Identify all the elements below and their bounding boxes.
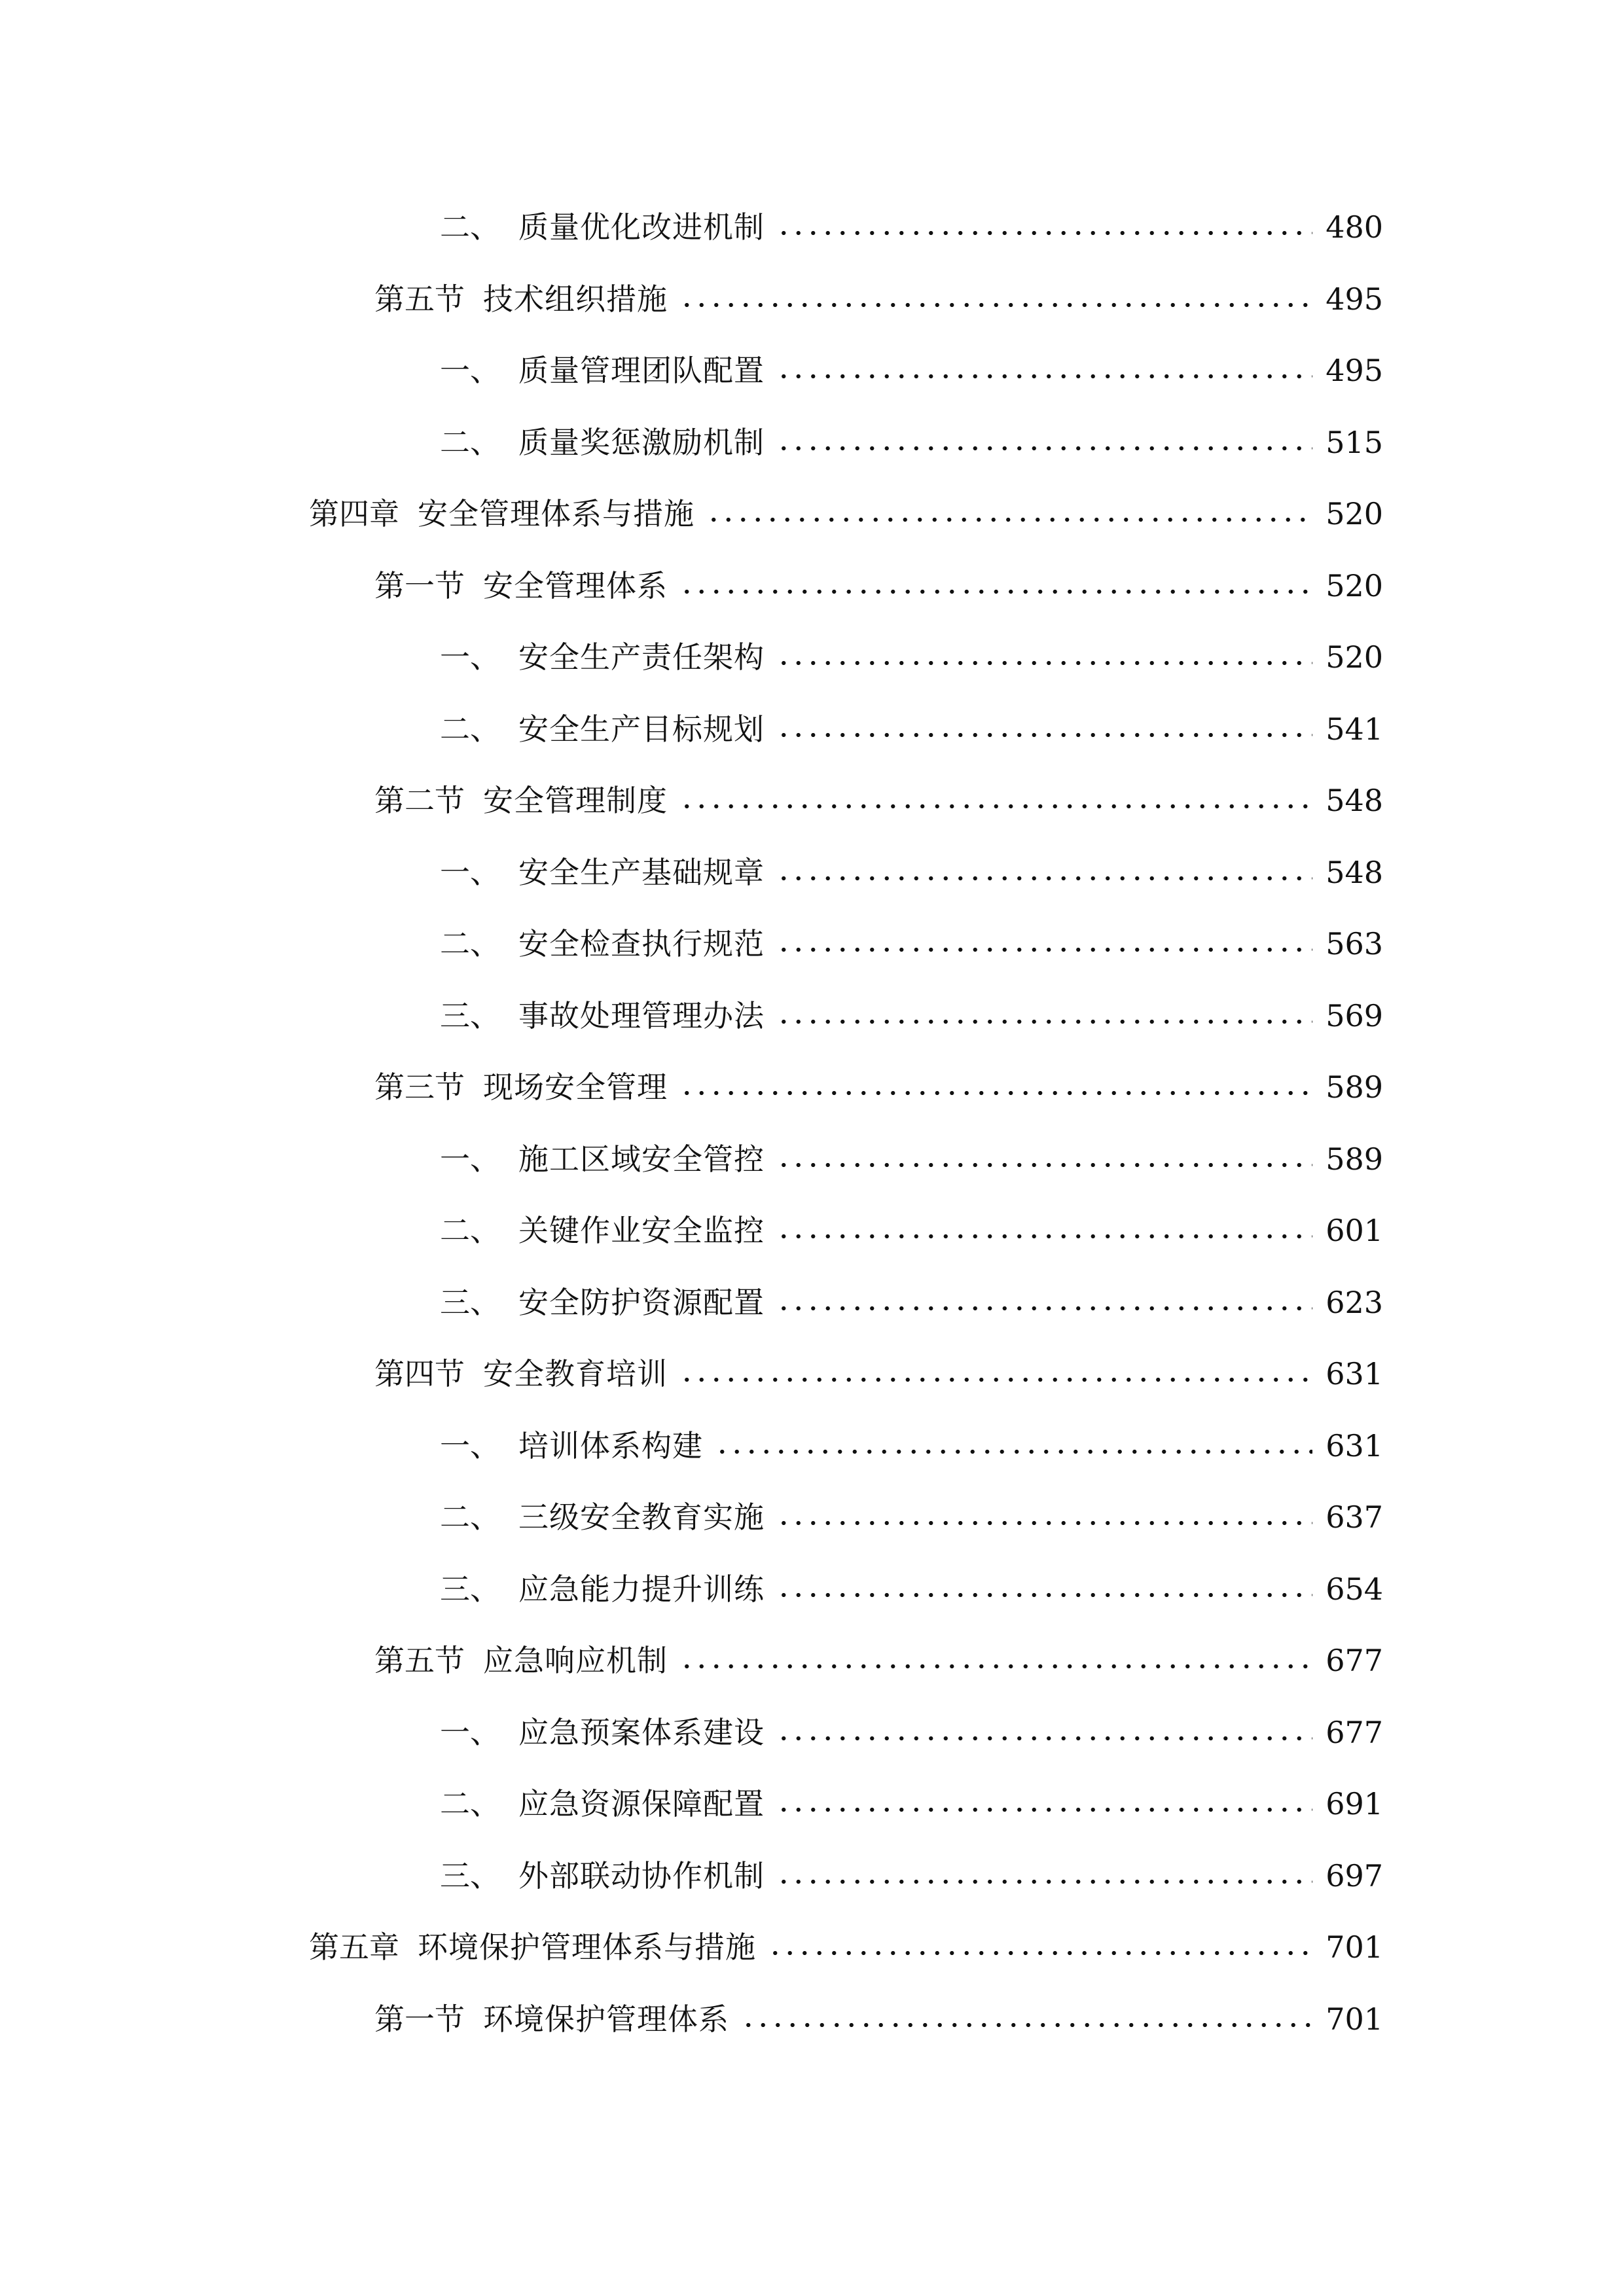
toc-entry-title: 安全生产责任架构 (518, 639, 765, 675)
toc-entry-page: 637 (1326, 1499, 1383, 1535)
toc-entry-number: 第一节 (374, 567, 465, 603)
dot-leader (776, 1016, 1312, 1027)
toc-entry-page: 654 (1326, 1571, 1383, 1607)
toc-entry-number: 二、 (440, 1786, 500, 1821)
toc-entry-label (374, 1645, 668, 1676)
toc-entry-label (440, 1499, 765, 1535)
toc-entry-title: 安全管理体系 (483, 567, 668, 603)
toc-entry-page: 691 (1326, 1786, 1383, 1821)
dot-leader (706, 514, 1312, 525)
toc-entry-label (440, 355, 765, 386)
dot-leader (776, 873, 1312, 884)
toc-entry-title: 安全管理体系与措施 (418, 496, 695, 531)
toc-entry[interactable] (374, 1336, 1383, 1389)
toc-entry-page: 701 (1326, 1929, 1383, 1965)
toc-entry-title: 应急预案体系建设 (518, 1714, 765, 1750)
toc-entry-number: 第五章 (309, 1929, 399, 1965)
dot-leader (776, 1590, 1312, 1600)
toc-entry-label (440, 639, 765, 675)
toc-entry[interactable] (440, 978, 1383, 1031)
toc-entry[interactable] (309, 476, 1383, 529)
toc-entry-label (440, 424, 765, 460)
toc-entry-title: 质量奖惩激励机制 (518, 424, 765, 460)
toc-entry-number: 一、 (440, 1427, 500, 1463)
toc-entry-number: 二、 (440, 1499, 500, 1535)
toc-entry[interactable] (440, 1695, 1383, 1748)
dot-leader (776, 1160, 1312, 1170)
dot-leader (768, 1948, 1312, 1958)
dot-leader (679, 1661, 1312, 1672)
toc-entry-page: 480 (1326, 209, 1383, 245)
toc-entry-page: 520 (1326, 496, 1383, 531)
dot-leader (776, 228, 1312, 238)
toc-entry-label (440, 1571, 765, 1607)
toc-entry-title: 培训体系构建 (518, 1427, 703, 1463)
toc-entry-page: 548 (1326, 783, 1383, 818)
toc-entry-title: 环境保护管理体系 (483, 2001, 729, 2037)
dot-leader (679, 1374, 1312, 1385)
toc-entry-title: 安全生产基础规章 (518, 854, 765, 890)
dot-leader (776, 1804, 1312, 1815)
toc-entry-number: 一、 (440, 854, 500, 890)
toc-entry-page: 589 (1326, 1069, 1383, 1105)
dot-leader (741, 2020, 1312, 2030)
toc-entry-label (440, 997, 765, 1033)
dot-leader (776, 944, 1312, 955)
toc-entry[interactable] (440, 692, 1383, 747)
toc-entry-number: 第三节 (374, 1069, 465, 1105)
toc-entry-label (440, 1786, 765, 1821)
toc-entry-label (440, 1141, 765, 1177)
toc-entry[interactable] (374, 1623, 1383, 1676)
toc-entry[interactable] (440, 333, 1383, 386)
toc-entry-number: 二、 (440, 1213, 500, 1248)
toc-entry-title: 事故处理管理办法 (518, 997, 765, 1033)
toc-entry-number: 第五节 (374, 281, 465, 317)
toc-entry[interactable] (440, 835, 1383, 888)
dot-leader (776, 658, 1312, 668)
toc-entry-title: 安全防护资源配置 (518, 1284, 765, 1320)
toc-entry[interactable] (374, 763, 1383, 816)
toc-entry-title: 应急能力提升训练 (518, 1571, 765, 1607)
toc-entry-label (440, 1427, 703, 1463)
toc-entry-label (374, 281, 668, 317)
toc-entry[interactable] (440, 1552, 1383, 1607)
toc-entry-title: 安全教育培训 (483, 1356, 668, 1391)
toc-entry-label (374, 567, 668, 603)
toc-entry-label (440, 926, 765, 961)
dot-leader (776, 730, 1312, 740)
toc-entry-label (440, 711, 765, 747)
toc-entry-page: 677 (1326, 1714, 1383, 1750)
toc-entry-number: 一、 (440, 1714, 500, 1750)
toc-entry-page: 569 (1326, 997, 1383, 1033)
toc-entry-page: 541 (1326, 711, 1383, 747)
toc-entry[interactable] (440, 1408, 1383, 1461)
toc-entry-label (374, 785, 668, 816)
toc-entry[interactable] (374, 1982, 1383, 2037)
toc-entry-label (374, 1356, 668, 1391)
toc-entry-page: 495 (1326, 281, 1383, 317)
toc-entry[interactable] (440, 405, 1383, 460)
toc-entry-title: 质量优化改进机制 (518, 209, 765, 245)
toc-entry-page: 548 (1326, 854, 1383, 890)
toc-entry-page: 515 (1326, 424, 1383, 460)
toc-entry-number: 三、 (440, 997, 500, 1033)
toc-entry-title: 应急资源保障配置 (518, 1786, 765, 1821)
toc-entry-number: 二、 (440, 711, 500, 747)
toc-entry-label (440, 854, 765, 890)
toc-entry-page: 677 (1326, 1643, 1383, 1678)
dot-leader (776, 1518, 1312, 1528)
toc-entry-number: 二、 (440, 926, 500, 961)
toc-entry-title: 应急响应机制 (483, 1643, 668, 1678)
toc-entry-title: 关键作业安全监控 (518, 1213, 765, 1248)
toc-entry-page: 631 (1326, 1356, 1383, 1391)
toc-entry-page: 697 (1326, 1857, 1383, 1893)
toc-entry-number: 三、 (440, 1284, 500, 1320)
toc-entry[interactable] (440, 1839, 1383, 1891)
toc-entry[interactable] (374, 262, 1383, 317)
toc-entry-title: 施工区域安全管控 (518, 1141, 765, 1177)
toc-entry-title: 环境保护管理体系与措施 (418, 1929, 756, 1965)
toc-entry-number: 二、 (440, 424, 500, 460)
toc-entry-number: 一、 (440, 639, 500, 675)
toc-entry-title: 外部联动协作机制 (518, 1857, 765, 1893)
toc-entry-label (440, 1714, 765, 1750)
toc-entry-page: 495 (1326, 353, 1383, 388)
toc-entry-page: 520 (1326, 639, 1383, 675)
toc-entry[interactable] (374, 1050, 1383, 1105)
toc-entry-label (309, 1929, 756, 1965)
toc-entry-label (440, 1215, 765, 1246)
dot-leader (776, 1231, 1312, 1242)
dot-leader (776, 443, 1312, 454)
toc-entry-page: 601 (1326, 1213, 1383, 1248)
toc-entry-number: 第一节 (374, 2001, 465, 2037)
toc-entry[interactable] (374, 548, 1383, 601)
toc-entry[interactable] (440, 1193, 1383, 1246)
toc-entry-label (309, 496, 695, 531)
toc-entry-title: 现场安全管理 (483, 1069, 668, 1105)
toc-entry-number: 二、 (440, 209, 500, 245)
toc-entry-page: 563 (1326, 926, 1383, 961)
toc-entry[interactable] (309, 1910, 1383, 1965)
toc-entry-title: 质量管理团队配置 (518, 353, 765, 388)
toc-entry-page: 589 (1326, 1141, 1383, 1177)
toc-entry-title: 技术组织措施 (483, 281, 668, 317)
toc-entry-label (440, 1284, 765, 1320)
toc-entry[interactable] (440, 620, 1383, 675)
toc-entry-page: 631 (1326, 1427, 1383, 1463)
toc-entry[interactable] (440, 906, 1383, 959)
dot-leader (679, 300, 1312, 310)
toc-entry[interactable] (440, 1122, 1383, 1177)
toc-entry-title: 安全检查执行规范 (518, 926, 765, 961)
toc-entry-label (440, 1857, 765, 1893)
toc-entry-number: 一、 (440, 353, 500, 388)
toc-entry-number: 第四节 (374, 1356, 465, 1391)
dot-leader (679, 586, 1312, 597)
toc-entry-page: 520 (1326, 567, 1383, 603)
toc-entry-title: 安全管理制度 (483, 783, 668, 818)
dot-leader (715, 1446, 1312, 1457)
toc-entry-number: 第四章 (309, 496, 399, 531)
dot-leader (776, 371, 1312, 382)
toc-entry-number: 第五节 (374, 1643, 465, 1678)
toc-entry-page: 623 (1326, 1284, 1383, 1320)
dot-leader (776, 1876, 1312, 1887)
toc-entry-title: 三级安全教育实施 (518, 1499, 765, 1535)
toc-entry[interactable] (440, 190, 1383, 245)
toc-entry[interactable] (440, 1265, 1383, 1318)
toc-entry-label (374, 1069, 668, 1105)
dot-leader (679, 1088, 1312, 1098)
toc-entry-label (374, 2001, 729, 2037)
toc-entry-title: 安全生产目标规划 (518, 711, 765, 747)
toc-entry-number: 一、 (440, 1141, 500, 1177)
toc-entry-label (440, 209, 765, 245)
toc-entry-number: 第二节 (374, 783, 465, 818)
toc-entry-number: 三、 (440, 1571, 500, 1607)
dot-leader (776, 1303, 1312, 1314)
toc-entry-page: 701 (1326, 2001, 1383, 2037)
toc-entry[interactable] (440, 1767, 1383, 1819)
dot-leader (776, 1733, 1312, 1744)
toc-entry-number: 三、 (440, 1857, 500, 1893)
toc-entry[interactable] (440, 1480, 1383, 1535)
dot-leader (679, 801, 1312, 812)
